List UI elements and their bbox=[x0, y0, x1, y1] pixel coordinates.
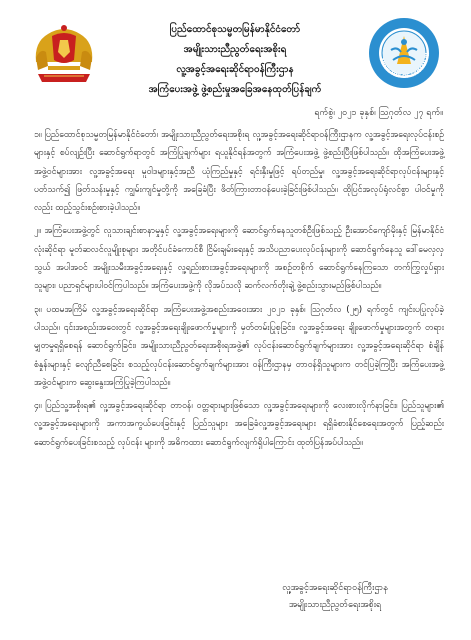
document-title: အကြံပေးအဖွဲ့ ဖွဲ့စည်းမှုအခြေအနေထုတ်ပြန်ချက် bbox=[148, 84, 322, 95]
country-name: ပြည်ထောင်စုသမ္မတမြန်မာနိုင်ငံတော် bbox=[169, 24, 301, 35]
signature-government: အမျိုးသားညီညွတ်ရေးအစိုးရ bbox=[288, 600, 382, 610]
statement-body bbox=[34, 126, 444, 457]
signature-ministry: လူ့အခွင့်အရေးဆိုင်ရာဝန်ကြီးဌာန bbox=[282, 583, 388, 593]
document-date: ရက်စွဲ၊ ၂၀၂၁ ခုနှစ်၊ ဩဂုတ်လ ၂၇ ရက်။ bbox=[314, 108, 443, 118]
paragraph-1: ၁။ ပြည်ထောင်စုသမ္မတမြန်မာနိုင်ငံတော်၊ အမျိုးသားညီညွတ်ရေးအစိုးရ လူ့အခွင့်အရေးဆိုင်ရာဝန်ကြီးဌာနက လူ့အခွင့်အရေးလုပ်ငန်းစဉ်များနှင့် စပ်လျဉ်းပြီး ဆောင်ရွက်ရာတွင် အကြံပြုချက်များ ရယူနိုင်ရန်အတွက် အကြံပေးအဖွဲ့ ဖွဲ့စည်းပြီးဖြစ်ပါသည်။ ထိုအကြံပေးအဖွဲ့ အဖွဲ့ဝင်များအား လူ့အခွင့်အရေး မူဝါဒများနှင့်အညီ ယုံကြည်မှုနှင့် ရင်းနှီးမှုဖြင့် ရပ်တည်မှု၊ လူ့အခွင့်အရေးဆိုင်ရာလုပ်ငန်းများနှင့် ပတ်သက်၍ ဖြတ်သန်းမှုနှင့် ကျွမ်းကျင်မှုတို့ကို အခြေခံပြီး ဖိတ်ကြားတာဝန်ပေးခဲ့ခြင်းဖြစ်ပါသည်။ ထိုပြင်အလုပ်ရုံလင်စွာ ပါဝင်မှုကိုလည်း ထည့်သွင်းစဉ်းစားခဲ့ပါသည်။ bbox=[34, 130, 444, 214]
state-emblem-icon bbox=[30, 22, 98, 90]
ministry-name: လူ့အခွင့်အရေးဆိုင်ရာဝန်ကြီးဌာန bbox=[176, 64, 294, 75]
paragraph-2: ၂။ အကြံပေးအဖွဲ့တွင် လူသားချင်းစာနာမှုနှင့် လူ့အခွင့်အရေးများကို ဆောင်ရွက်နေသူတစ်ဦးဖြစ်သည့် ဦးအောင်ကျော်မိုးနှင့် မြန်မာနိုင်ငံလုံးဆိုင်ရာ မူတ်ဆလင်လူမျိုးစုများ အတိုင်ပင်ခံကောင်စီ ငြိမ်းချမ်းရေးနှင့် အသိပညာပေးလုပ်ငန်းများကို ဆောင်ရွက်နေသူ ဒေါ်မေလှလှသွယ် အပါအဝင် အမျိုးသမီးအခွင့်အရေးနှင့် လူ့ရည်းစားအခွင့်အရေးများကို အစဉ်တစိုက် ဆောင်ရွက်နေကြသော တက်ကြွလှုပ်ရှားသူများ၊ ပညာရှင်များပါဝင်ကြပါသည်။ အကြံပေးအဖွဲ့ကို လိုအပ်သလို ဆက်လက်တိုးချဲ့ ဖွဲ့စည်းသွားမည်ဖြစ်ပါသည်။ bbox=[34, 226, 444, 292]
ministry-logo-ring-text: MINISTRY OF HUMAN RI bbox=[377, 52, 432, 81]
signature-block bbox=[245, 580, 425, 614]
ministry-logo-icon bbox=[367, 16, 441, 90]
government-name: အမျိုးသားညီညွတ်ရေးအစိုးရ bbox=[183, 44, 287, 55]
paragraph-4: ၄။ ပြည်သူ့အစိုးရ၏ လူ့အခွင့်အရေးဆိုင်ရာ တာဝန်၊ ဝတ္တရားများဖြစ်သော လူ့အခွင့်အရေးများကို လေးစားလိုက်နာခြင်း၊ ပြည်သူများ၏ လူ့အခွင့်အရေးများကို အကာအကွယ်ပေးခြင်းနှင့် ပြည်သူများ အခြေခံလူ့အခွင့်အရေးများ ရရှိခံစားနိုင်စေရေးအတွက် ပြည့်ဆည်းဆောင်ရွက်ပေးခြင်းစသည့် လုပ်ငန်း များကို အဓိကထား ဆောင်ရွက်လျက်ရှိပါကြောင်း ထုတ်ပြန်အပ်ပါသည်။ bbox=[34, 401, 444, 448]
paragraph-3: ၃။ ပထမအကြိမ် လူ့အခွင့်အရေးဆိုင်ရာ အကြံပေးအဖွဲ့အစည်းအဝေးအား ၂၀၂၁ ခုနှစ်၊ ဩဂုတ်လ (၂၅) ရက်တွင် ကျင်းပပြုလုပ်ခဲ့ပါသည်။ ၎င်းအစည်းအဝေးတွင် လူ့အခွင့်အရေးချိုးဖောက်မှုများကို မှတ်တမ်းပြုစုခြင်း၊ လူ့အခွင့်အရေး ချိုးဖောက်မှုများအတွက် တရားမျှတမှုရရှိစေရန် ဆောင်ရွက်ခြင်း၊ အမျိုးသားညီညွတ်ရေးအစိုးရအဖွဲ့၏ လုပ်ငန်းဆောင်ရွက်ချက်များအား လူ့အခွင့်အရေးဆိုင်ရာ စံချိန်စံနှုန်းများနှင့် လျော်ညီစေခြင်း စသည့်လုပ်ငန်းဆောင်ရွက်ချက်များအား ဝန်ကြီးဌာနမှ တာဝန်ရှိသူများက တင်ပြခဲ့ကြပြီး အကြံပေးအဖွဲ့ အဖွဲ့ဝင်များက ဆွေးနွေးအကြံပြုခဲ့ကြပါသည်။ bbox=[34, 304, 444, 388]
letterhead bbox=[110, 20, 360, 100]
